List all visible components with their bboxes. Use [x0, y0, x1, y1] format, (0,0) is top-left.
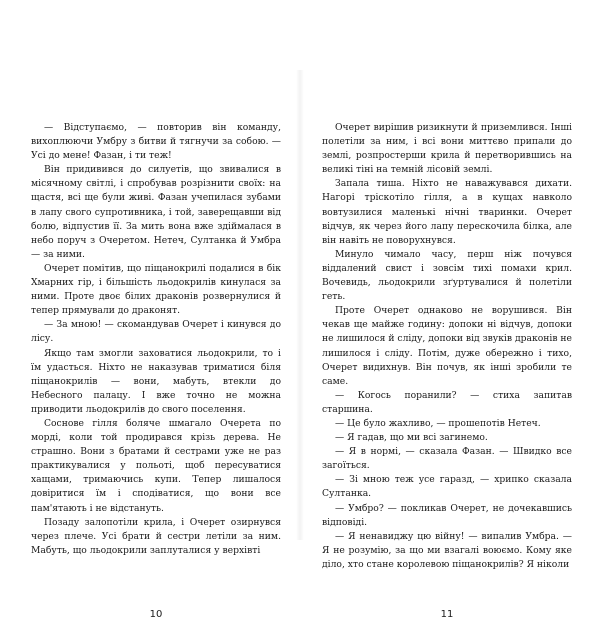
paragraph: Очерет вирішив ризикнути й приземлився. Інші полетіли за ним, і всі вони миттєво припали до землі, розпростерши крила й перетворившись на великі тіні на темній лісовій землі. [322, 122, 572, 176]
paragraph: — Це було жахливо, — прошепотів Нетеч. [335, 417, 541, 429]
paragraph: — Умбро? — покликав Очерет, не дочекавшись відповіді. [322, 502, 572, 528]
paragraph: Запала тиша. Ніхто не наважувався дихати. Нагорі тріскотіло гілля, а в кущах навколо вовтузилися маленькі нічні тваринки. Очерет відчув, як через його лапу перескочила білка, але він навіть не поворухнувся. [322, 178, 572, 246]
paragraph: Очерет помітив, що піщанокрилі подалися в бік Хмарних гір, і більшість льодокрилів кинулася за ними. Проте двоє білих драконів розвернулися й тепер прямували до драконят. [31, 262, 281, 317]
left-page-text [31, 121, 281, 571]
paragraph: — Когось поранили? — стиха запитав старшина. [322, 389, 572, 415]
paragraph: — Я в нормі, — сказала Фазан. — Швидко все загоїться. [322, 446, 572, 472]
paragraph: Минуло чимало часу, перш ніж почувся віддалений свист і зовсім тихі помахи крил. Вочевидь, льодокрили зґуртувалися й полетіли геть. [322, 248, 572, 303]
page-number-right: 11 [440, 609, 454, 620]
paragraph: Він придивився до силуетів, що звивалися в місячному світлі, і спробував розрізнити своїх: на щастя, всі ще були живі. Фазан учепилася зубами в лапу свого супротивника, і той, заверещавши від болю, відпустив її. За мить вона вже здіймалася в небо поруч з Очеретом. Нетеч, Султанка й Умбра — за ними. [31, 164, 281, 260]
paragraph: — Зі мною теж усе гаразд, — хрипко сказала Султанка. [322, 474, 572, 500]
right-page [322, 121, 572, 620]
paragraph: Соснове гілля боляче шмагало Очерета по морді, коли той продирався крізь дерева. Не страшно. Вони з братами й сестрами уже не раз практикувалися у польоті, щоб пересуватися хащами, тримаючись купи. Тепер лишалося довіритися їм і сподіватися, що вони все пам'ятають і не відстануть. [31, 417, 281, 514]
paragraph: Проте Очерет однаково не ворушився. Він чекав ще майже годину: допоки ні відчув, допоки не лишилося й сліду, допоки від звуків драконів не лишилося і сліду. Потім, дуже обережно і тихо, Очерет видихнув. Він почув, як інші зробили те саме. [322, 305, 572, 387]
paragraph: — За мною! — скомандував Очерет і кинувся до лісу. [31, 319, 281, 345]
paragraph: — Відступаємо, — повторив він команду, вихоплюючи Умбру з битви й тягнучи за собою. — Усі до мене! Фазан, і ти теж! [31, 122, 281, 162]
paragraph: Позаду залопотіли крила, і Очерет озирнувся через плече. Усі брати й сестри летіли за ним. Мабуть, що льодокрили заплуталися у верхівті [31, 516, 281, 556]
paragraph: — Я ненавиджу цю війну! — випалив Умбра. — Я не розумію, за що ми взагалі воюємо. Кому яке діло, хто стане королевою піщанокрилів? Я ніколи [322, 530, 572, 570]
right-page-text [322, 121, 572, 571]
paragraph: — Я гадав, що ми всі загинемо. [335, 432, 488, 444]
left-page [31, 121, 281, 620]
page-number-left: 10 [149, 609, 163, 620]
paragraph: Якщо там змогли заховатися льодокрили, то і їм удасться. Ніхто не наказував триматися біля піщанокрилів — вони, мабуть, втекли до Небесного палацу. І вже точно не можна приводити льодокрилів до свого поселення. [31, 347, 281, 415]
book-gutter [296, 70, 304, 540]
